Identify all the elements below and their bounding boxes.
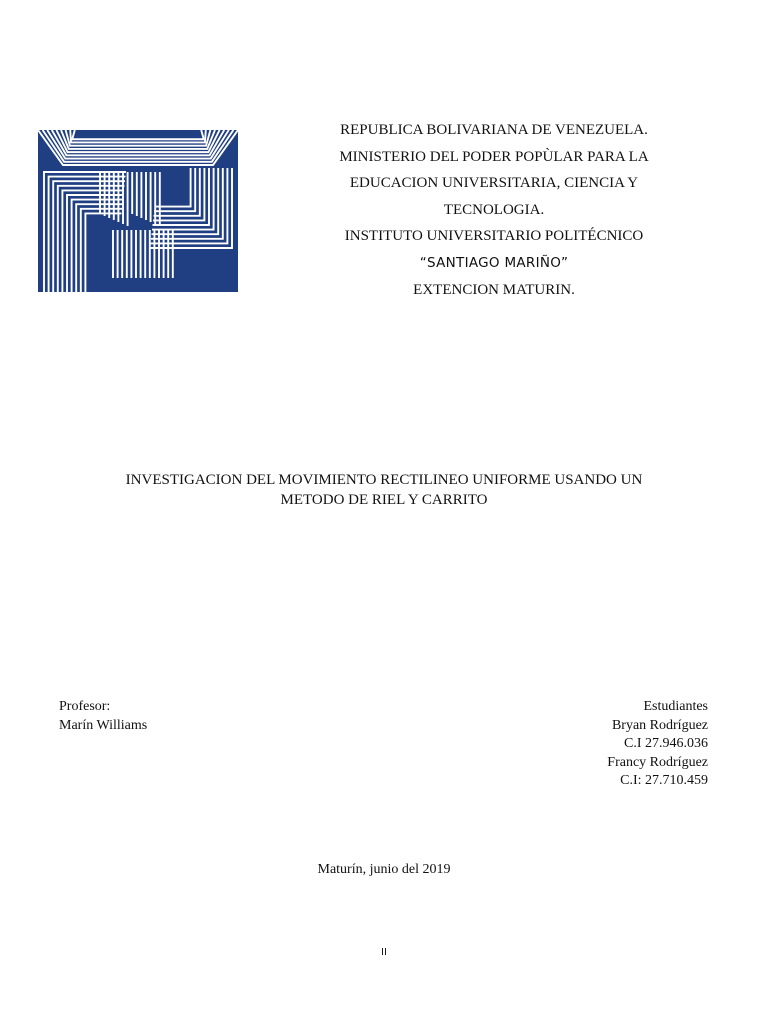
student-id-1: C.I 27.946.036 — [624, 736, 708, 751]
students-label: Estudiantes — [643, 699, 708, 714]
institute-logo — [38, 130, 238, 292]
student-name-1: Bryan Rodríguez — [611, 717, 708, 733]
professor-label: Profesor: — [59, 699, 111, 714]
title-line-1: INVESTIGACION DEL MOVIMIENTO RECTILINEO UNIFORME USANDO UN — [125, 472, 643, 488]
professor-name: Marín Williams — [59, 717, 148, 733]
students-block — [607, 698, 708, 791]
logo-background — [38, 130, 238, 292]
title-line-2: METODO DE RIEL Y CARRITO — [280, 492, 488, 508]
document-title — [80, 470, 688, 510]
place-date: Maturín, junio del 2019 — [317, 862, 451, 877]
header-line-institute-name: “SANTIAGO MARIÑO” — [419, 254, 569, 271]
header-line-institute: INSTITUTO UNIVERSITARIO POLITÉCNICO — [344, 228, 644, 245]
header-line-technology: TECNOLOGIA. — [443, 201, 545, 218]
institution-header — [305, 117, 683, 303]
header-line-country: REPUBLICA BOLIVARIANA DE VENEZUELA. — [340, 122, 648, 138]
header-line-ministry: MINISTERIO DEL PODER POPÙLAR PARA LA — [339, 148, 649, 165]
student-name-2: Francy Rodríguez — [607, 754, 708, 770]
professor-block — [59, 698, 147, 735]
header-line-extension: EXTENCION MATURIN. — [413, 281, 575, 298]
student-id-2: C.I: 27.710.459 — [620, 773, 708, 788]
page-number: II — [381, 947, 387, 958]
header-line-ministry-cont: EDUCACION UNIVERSITARIA, CIENCIA Y — [349, 175, 639, 192]
